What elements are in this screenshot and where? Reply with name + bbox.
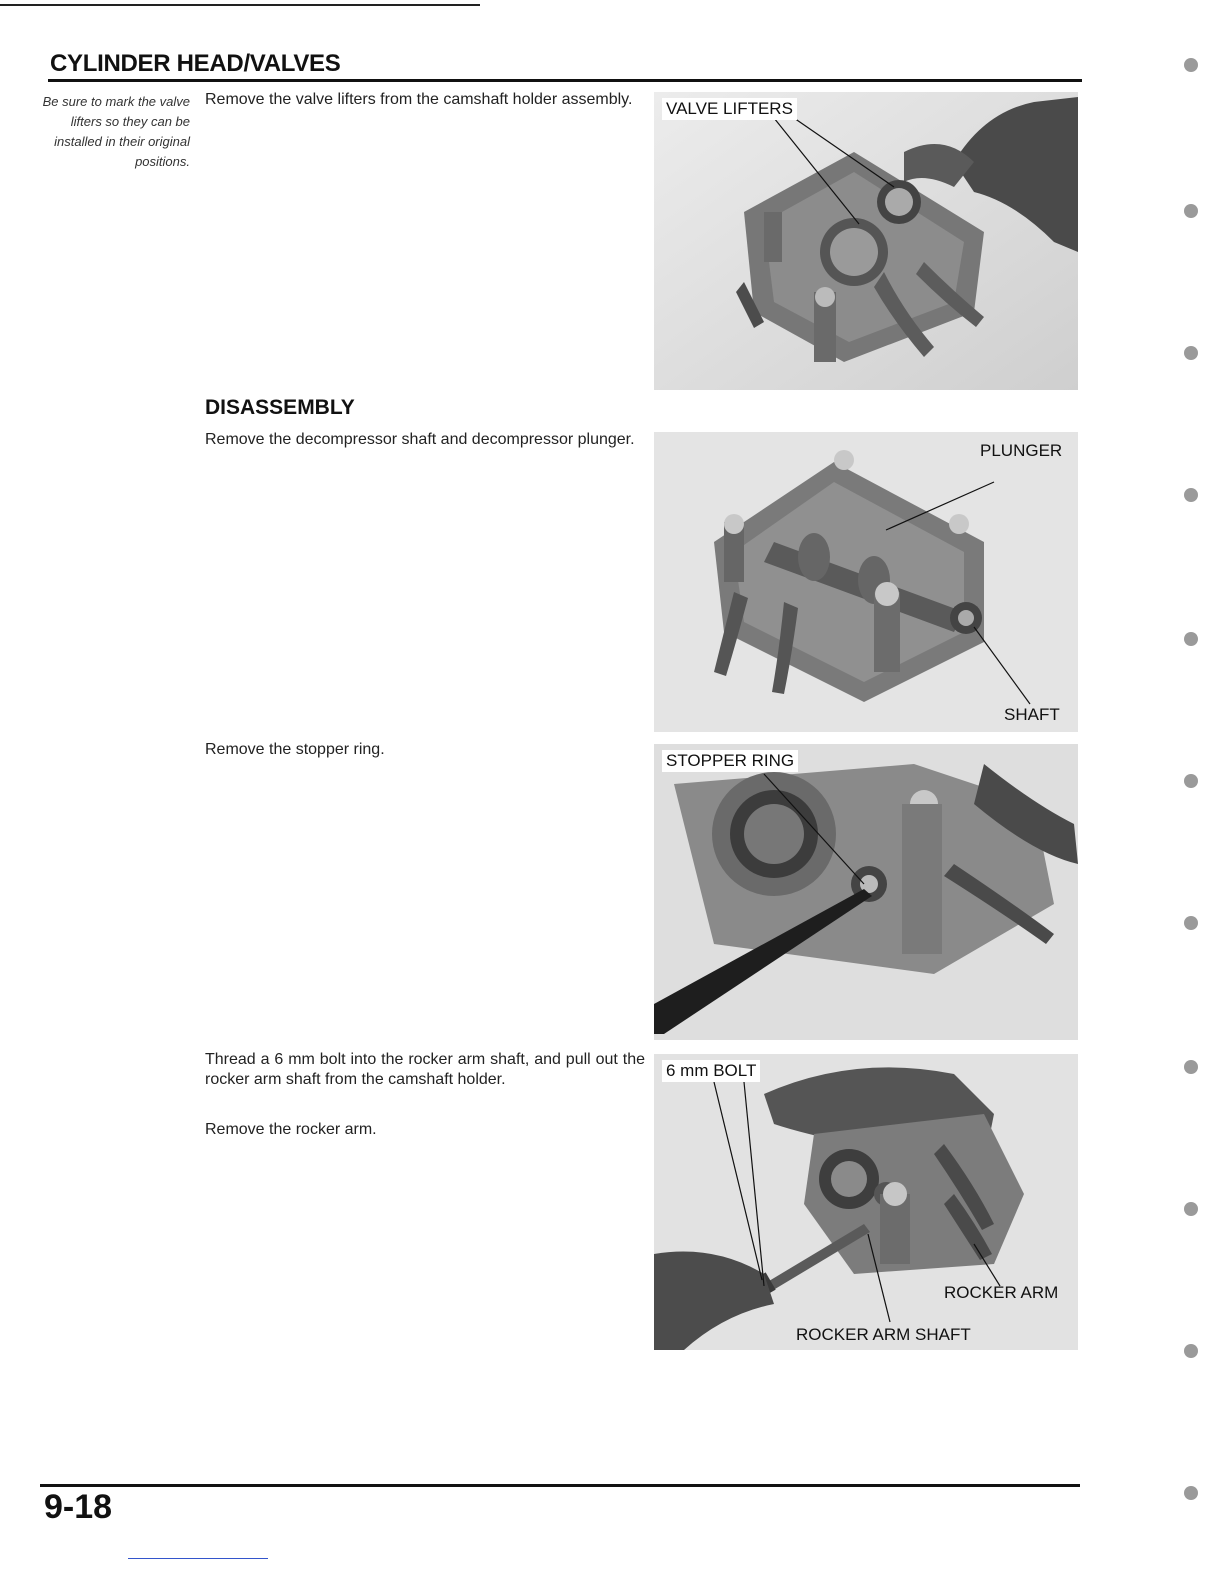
label-plunger: PLUNGER [980, 441, 1063, 460]
binder-hole-icon [1184, 1060, 1198, 1074]
bottom-link-line [128, 1558, 268, 1559]
binder-hole-icon [1184, 488, 1198, 502]
binder-hole-icon [1184, 632, 1198, 646]
disassembly-heading: DISASSEMBLY [205, 396, 355, 419]
side-note: Be sure to mark the valve lifters so they can be installed in their original positions. [42, 94, 190, 169]
label-stopper-ring: STOPPER RING [662, 750, 798, 772]
photo-decompressor [654, 432, 1078, 732]
valve-lifters-leader-lines [654, 92, 1078, 390]
step-valve-lifters-text: Remove the valve lifters from the camshaft holder assembly. [205, 91, 633, 108]
step-decompressor-text: Remove the decompressor shaft and decompressor plunger. [205, 431, 635, 448]
label-rocker-arm-shaft: ROCKER ARM SHAFT [796, 1325, 971, 1344]
label-6mm-bolt: 6 mm BOLT [662, 1060, 760, 1082]
top-rule [0, 4, 480, 6]
binder-hole-icon [1184, 204, 1198, 218]
step-stopper-ring-text: Remove the stopper ring. [205, 741, 385, 758]
decompressor-leader-lines [654, 432, 1078, 732]
footer-rule [40, 1484, 1080, 1487]
binder-hole-icon [1184, 916, 1198, 930]
photo-stopper-ring [654, 744, 1078, 1040]
binder-hole-icon [1184, 1202, 1198, 1216]
binder-hole-icon [1184, 1344, 1198, 1358]
rocker-arm-leader-lines [654, 1054, 1078, 1350]
photo-rocker-arm [654, 1054, 1078, 1350]
section-title: CYLINDER HEAD/VALVES [50, 50, 341, 77]
binder-hole-icon [1184, 346, 1198, 360]
stopper-ring-leader-line [654, 744, 1078, 1040]
label-rocker-arm: ROCKER ARM [944, 1283, 1059, 1302]
binder-hole-icon [1184, 774, 1198, 788]
label-shaft: SHAFT [1004, 705, 1060, 724]
binder-hole-icon [1184, 1486, 1198, 1500]
binder-hole-icon [1184, 58, 1198, 72]
step-rocker-shaft-text: Thread a 6 mm bolt into the rocker arm shaft, and pull out the rocker arm shaft from the camshaft holder. [205, 1051, 645, 1088]
step-rocker-arm-text: Remove the rocker arm. [205, 1121, 377, 1138]
page-number: 9-18 [44, 1488, 113, 1526]
header-rule [48, 79, 1082, 82]
label-valve-lifters: VALVE LIFTERS [662, 98, 797, 120]
photo-valve-lifters [654, 92, 1078, 390]
